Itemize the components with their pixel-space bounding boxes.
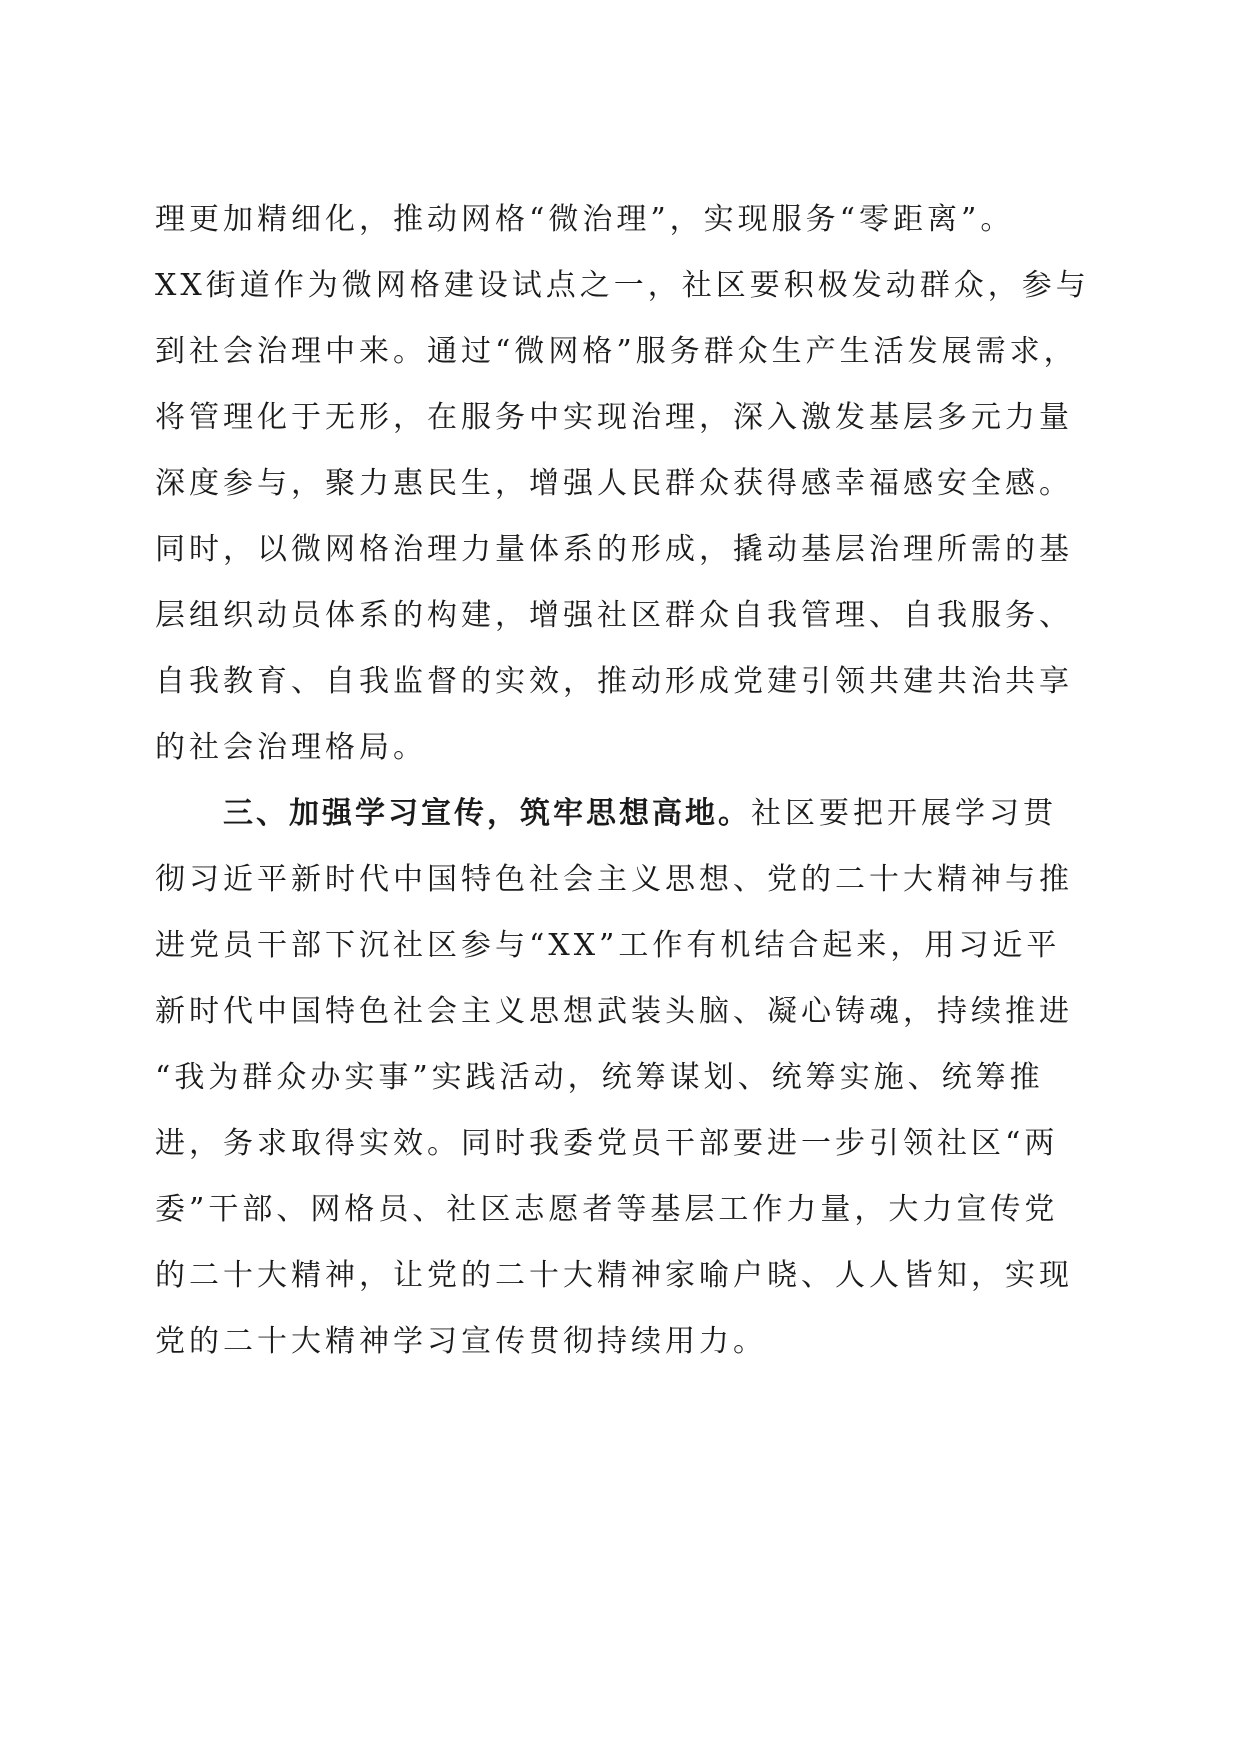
text-line: 自我教育、自我监督的实效，推动形成党建引领共建共治共享 [155, 664, 1073, 699]
text-line: 理更加精细化，推动网格“微治理”，实现服务“零距离”。 [155, 202, 1015, 237]
text-line: 到社会治理中来。通过“微网格”服务群众生产生活发展需求， [155, 334, 1078, 369]
text-line: 深度参与，聚力惠民生，增强人民群众获得感幸福感安全感。 [155, 466, 1073, 501]
text-line: 进，务求取得实效。同时我委党员干部要进一步引领社区“两 [155, 1126, 1059, 1161]
text-line: 层组织动员体系的构建，增强社区群众自我管理、自我服务、 [155, 598, 1073, 633]
text-line: 的二十大精神，让党的二十大精神家喻户晓、人人皆知，实现 [155, 1258, 1073, 1293]
text-line: 党的二十大精神学习宣传贯彻持续用力。 [155, 1324, 767, 1359]
paragraph-first-line [155, 781, 1095, 847]
text-line: 进党员干部下沉社区参与“XX”工作有机结合起来，用习近平 [155, 928, 1061, 963]
text-line: 委”干部、网格员、社区志愿者等基层工作力量，大力宣传党 [155, 1192, 1059, 1227]
text-line: 将管理化于无形，在服务中实现治理，深入激发基层多元力量 [155, 400, 1073, 435]
text-line: “我为群众办实事”实践活动，统筹谋划、统筹实施、统筹推 [155, 1060, 1044, 1095]
paragraph-study-publicity [155, 781, 1095, 1375]
text-line: XX街道作为微网格建设试点之一，社区要积极发动群众，参与 [155, 268, 1090, 303]
section-heading: 三、加强学习宣传，筑牢思想高地。 [223, 796, 751, 831]
text-line: 彻习近平新时代中国特色社会主义思想、党的二十大精神与推 [155, 862, 1073, 897]
text-line: 同时，以微网格治理力量体系的形成，撬动基层治理所需的基 [155, 532, 1073, 567]
text-line: 新时代中国特色社会主义思想武装头脑、凝心铸魂，持续推进 [155, 994, 1073, 1029]
paragraph-grid-governance [155, 187, 1095, 781]
document-body [155, 187, 1095, 1375]
text-line: 的社会治理格局。 [155, 730, 427, 765]
text-run: 社区要把开展学习贯 [751, 796, 1057, 831]
